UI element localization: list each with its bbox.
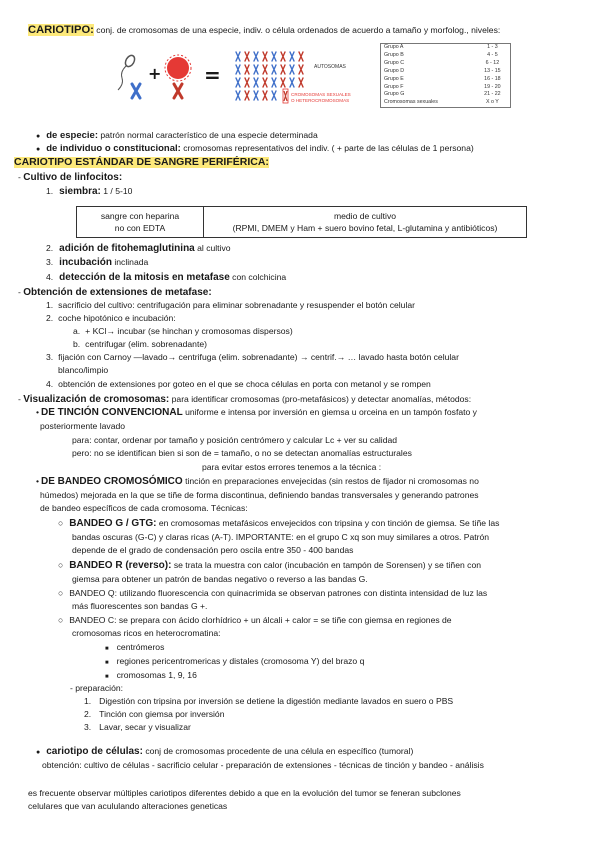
medium-table: [76, 206, 527, 238]
obtencion-item-4: [46, 379, 431, 390]
step-label: siembra:: [59, 186, 101, 197]
group-range-cell: 16 - 18: [484, 75, 501, 82]
group-name-cell: Grupo A: [384, 44, 404, 50]
dash: -: [18, 394, 21, 404]
celulas-text: conj de cromosomas procedente de una célula en específico (tumoral): [142, 746, 414, 756]
level-text: cromosomas representativos del indiv. ( + parte de las células de 1 persona): [180, 143, 474, 153]
item-number: 4.: [46, 379, 54, 389]
prep-heading: - preparación:: [70, 683, 124, 693]
c-item-text: regiones pericentromericas y distales (cromosoma Y) del brazo q: [116, 656, 365, 666]
chromosome-icon: [236, 91, 240, 100]
prep-item-2: [84, 709, 224, 720]
level-bullet: ●: [36, 146, 41, 153]
level-label: de individuo o constitucional:: [46, 143, 181, 154]
step-text: al cultivo: [194, 243, 231, 253]
obtencion-item-3-cont: blanco/limpio: [58, 365, 109, 375]
chromosome-icon: [290, 52, 294, 61]
bandeo-q-line-1: [58, 588, 487, 599]
step-text: con colchicina: [229, 272, 287, 282]
chromosome-icon: [245, 52, 249, 61]
obtencion-heading-text: Obtención de extensiones de metafase:: [23, 287, 212, 298]
chromosome-icon: [263, 91, 267, 100]
item-number: 3.: [84, 722, 92, 732]
group-range-cell: 1 - 3: [487, 44, 498, 50]
step-fitohemaglutinina: [46, 243, 231, 254]
chromosome-icon: [272, 78, 276, 87]
item-text: Lavar, secar y visualizar: [99, 722, 191, 732]
group-table-row: [381, 84, 510, 92]
celulas-label: cariotipo de células:: [46, 746, 143, 757]
chromosome-icon: [245, 78, 249, 87]
convencional-line-1: [36, 407, 477, 418]
dash: -: [18, 172, 21, 182]
convencional-line-2: posteriormente lavado: [40, 421, 126, 431]
item-number: a.: [73, 326, 81, 336]
visualizacion-heading-text: Visualización de cromosomas:: [23, 394, 170, 405]
group-name-cell: Grupo F: [384, 83, 404, 90]
autosomas-label: AUTOSOMAS: [314, 64, 346, 70]
sperm-icon: [118, 54, 140, 98]
level-individuo: [36, 143, 474, 155]
item-number: 3.: [46, 352, 54, 362]
bullet: ○: [58, 518, 64, 528]
bandeo-text: tinción en preparaciones envejecidas (sin restos de fijador ni cromosomas no: [182, 476, 479, 486]
convencional-pero: pero: no se identifican bien si son de = tamaño, o no se detectan anomalías estructurales: [72, 448, 412, 458]
visualizacion-heading: [18, 394, 471, 405]
chromosome-icon: [272, 91, 276, 100]
chromosome-icon: [245, 65, 249, 74]
convencional-evitar: para evitar estos errores tenemos a la técnica :: [202, 462, 382, 472]
group-table-row: [381, 52, 510, 60]
bullet: •: [36, 476, 40, 486]
group-name-cell: Grupo C: [384, 59, 405, 66]
step-label: detección de la mitosis en metafase: [59, 272, 230, 283]
chromosome-icon: [254, 52, 258, 61]
title-text: conj. de cromosomas de una especie, indiv. o célula ordenados de acuerdo a tamaño y morfolog., niveles:: [93, 25, 501, 35]
chromosome-icon: [245, 91, 249, 100]
bandeo-r-line-2: giemsa para obtener un patrón de bandas negativo o reverso a las bandas G.: [72, 574, 368, 584]
chromosome-icon: [272, 65, 276, 74]
group-name-cell: Grupo E: [384, 75, 404, 82]
cell-line: no con EDTA: [114, 223, 166, 233]
bandeo-g-label: BANDEO G / GTG:: [69, 518, 157, 529]
chromosome-icon: [299, 65, 303, 74]
bandeo-g-text: en cromosomas metafásicos envejecidos con tripsina y con tinción de giemsa. Se tiñe las: [156, 518, 500, 528]
item-number: 1.: [46, 300, 54, 310]
chromosome-icon: [263, 52, 267, 61]
step-number: 4.: [46, 272, 54, 282]
chromosome-icon: [281, 78, 285, 87]
level-text: patrón normal característico de una especie determinada: [97, 130, 318, 140]
chromosome-icon: [281, 65, 285, 74]
convencional-text: uniforme e intensa por inversión en giemsa u orceina en un tampón fosfato y: [182, 407, 477, 417]
table-cell-blood: [77, 210, 203, 234]
item-number: 2.: [46, 313, 54, 323]
convencional-label: DE TINCIÓN CONVENCIONAL: [41, 407, 183, 418]
svg-text:=: =: [204, 63, 221, 87]
square-bullet: ■: [105, 646, 109, 652]
dash: -: [18, 287, 21, 297]
bullet: ●: [36, 749, 41, 756]
c-item-2: [105, 656, 364, 669]
item-text: + KCl→ incubar (se hinchan y cromosomas dispersos): [85, 326, 293, 336]
chromosome-icon: [281, 52, 285, 61]
obtencion-item-1: [46, 300, 415, 311]
step-number: 3.: [46, 257, 54, 267]
bandeo-c-line-1: [58, 615, 452, 626]
obtencion-item-2a: [73, 326, 293, 337]
c-item-3: [105, 670, 197, 683]
item-text: centrifugar (elim. sobrenadante): [85, 339, 207, 349]
cell-line: (RPMI, DMEM y Ham + suero bovino fetal, L-glutamina y antibióticos): [232, 223, 498, 233]
step-number: 1.: [46, 186, 54, 196]
group-range-cell: 4 - 5: [487, 51, 498, 58]
group-table-row: [381, 91, 510, 99]
chromosome-icon: [254, 91, 258, 100]
group-table-row: [381, 68, 510, 76]
step-incubacion: [46, 257, 148, 268]
cell-line: sangre con heparina: [100, 211, 180, 221]
group-name-cell: Grupo B: [384, 51, 404, 58]
step-number: 2.: [46, 243, 54, 253]
bandeo-g-line-1: [58, 518, 499, 529]
group-table-row: [381, 60, 510, 68]
title-line: [28, 25, 500, 36]
bullet: •: [36, 407, 40, 417]
item-text: Digestión con tripsina por inversión se detiene la digestión mediante lavados en suero o PBS: [99, 696, 454, 706]
group-table-row: [381, 44, 510, 52]
item-number: b.: [73, 339, 81, 349]
group-table-row: [381, 76, 510, 84]
section-title: CARIOTIPO ESTÁNDAR DE SANGRE PERIFÉRICA:: [14, 156, 269, 168]
obtencion-heading: [18, 287, 212, 298]
sexuales-label-2: O HETEROCROMOSOMAS: [291, 98, 350, 103]
group-table-row: [381, 99, 510, 107]
level-label: de especie:: [46, 130, 98, 141]
item-text: obtención de extensiones por goteo en el que se choca células en porta con metanol y se rompen: [58, 379, 431, 389]
cultivo-heading-text: Cultivo de linfocitos:: [23, 172, 123, 183]
chromosome-icon: [236, 78, 240, 87]
item-number: 2.: [84, 709, 92, 719]
bandeo-line-2: húmedos) mejorada en la que se tiñe de forma discontinua, definiendo bandas transversales y generando patrones: [40, 490, 479, 500]
bandeo-q-line-2: más fluorescentes son bandas G +.: [72, 601, 208, 611]
step-text: inclinada: [111, 257, 149, 267]
group-name-cell: Cromosomas sexuales: [384, 99, 438, 106]
celulas-obtencion: obtención: cultivo de células - sacrificio celular - preparación de extensiones - técnicas de tinción y bandeo - análisis: [42, 760, 484, 770]
level-bullet: ●: [36, 133, 41, 140]
c-item-text: cromosomas 1, 9, 16: [116, 670, 197, 680]
celulas-line: [36, 746, 413, 758]
prep-item-3: [84, 722, 191, 733]
item-text: sacrificio del cultivo: centrifugación para eliminar sobrenadante y resuspender el botón celular: [58, 300, 416, 310]
sexuales-label-1: CROMOSOMAS SEXUALES: [291, 92, 351, 97]
bandeo-q-text: BANDEO Q: utilizando fluorescencia con quinacrimida se observan patrones con distinta intensidad de luz las: [69, 588, 488, 598]
square-bullet: ■: [105, 674, 109, 680]
bandeo-g-line-3: depende de el grado de condensación pero oscila entre 350 - 400 bandas: [72, 545, 354, 555]
group-range-cell: 19 - 20: [484, 83, 501, 90]
convencional-para: para: contar, ordenar por tamaño y posición centrómero y calcular Lc + ver su calidad: [72, 435, 398, 445]
chromosome-icon: [299, 52, 303, 61]
bandeo-r-label: BANDEO R (reverso):: [69, 560, 172, 571]
group-range-cell: 13 - 15: [484, 67, 501, 74]
bandeo-r-text: se trata la muestra con calor (incubación en tampón de Sorensen) y se tiñen con: [171, 560, 482, 570]
obtencion-item-3: [46, 352, 459, 363]
chromosome-icon: [290, 65, 294, 74]
group-table: [380, 43, 511, 108]
c-item-text: centrómeros: [116, 642, 165, 652]
chromosome-icon: [272, 52, 276, 61]
obtencion-item-2b: [73, 339, 207, 350]
chromosome-icon: [236, 65, 240, 74]
bandeo-g-line-2: bandas oscuras (G-C) y claras ricas (A-T). IMPORTANTE: en el grupo C xq son muy similares a otros. Patrón: [72, 532, 490, 542]
chromosome-icon: [299, 78, 303, 87]
bandeo-line-1: [36, 476, 479, 487]
group-range-cell: 6 - 12: [485, 59, 500, 66]
chromosome-icon: [263, 65, 267, 74]
title-heading: CARIOTIPO:: [28, 24, 94, 36]
egg-icon: [165, 55, 191, 98]
cell-line: medio de cultivo: [333, 211, 397, 221]
chromosome-icon: [254, 65, 258, 74]
bandeo-c-line-2: cromosomas ricos en heterocromatina:: [72, 628, 221, 638]
item-text: fijación con Carnoy —lavado→ centrifuga (elim. sobrenadante) → centrif.→ … lavado hasta botón celular: [58, 352, 459, 362]
svg-text:+: +: [148, 64, 162, 83]
chromosome-icon: [254, 78, 258, 87]
bullet: ○: [58, 588, 64, 598]
group-name-cell: Grupo G: [384, 91, 405, 98]
step-deteccion: [46, 272, 286, 283]
level-especie: [36, 130, 318, 142]
obtencion-item-2: [46, 313, 176, 324]
group-range-cell: 21 - 22: [484, 91, 501, 98]
sex-chromosome-icon: [284, 91, 287, 101]
visualizacion-heading-rest: para identificar cromosomas (pro-metafásicos) y detectar anomalías, métodos:: [169, 394, 472, 404]
bandeo-label: DE BANDEO CROMOSÓMICO: [41, 476, 183, 487]
closing-line-2: celulares que van acululando alteraciones geneticas: [28, 801, 228, 811]
bandeo-r-line-1: [58, 560, 481, 571]
step-label: incubación: [59, 257, 112, 268]
item-text: Tinción con giemsa por inversión: [99, 709, 225, 719]
bandeo-line-3: de bandeo específicos de cada cromosoma. Técnicas:: [40, 503, 248, 513]
square-bullet: ■: [105, 660, 109, 666]
cultivo-heading: [18, 172, 122, 183]
step-siembra: [46, 186, 132, 197]
chromosome-icon: [290, 78, 294, 87]
chromosome-icon: [236, 52, 240, 61]
step-label: adición de fitohemaglutinina: [59, 243, 195, 254]
table-cell-medium: [204, 210, 526, 234]
group-range-cell: X o Y: [485, 99, 499, 106]
group-name-cell: Grupo D: [384, 67, 405, 74]
item-text: coche hipotónico e incubación:: [58, 313, 176, 323]
item-number: 1.: [84, 696, 92, 706]
bandeo-c-text: BANDEO C: se prepara con ácido clorhídrico + un álcali + calor = se tiñe con giemsa en regiones de: [69, 615, 452, 625]
c-item-1: [105, 642, 164, 655]
closing-line-1: es frecuente observar múltiples cariotipos diferentes debido a que en la evolución del tumor se feneran subclones: [28, 788, 461, 798]
step-text: 1 / 5-10: [100, 186, 133, 196]
bullet: ○: [58, 560, 64, 570]
bullet: ○: [58, 615, 64, 625]
prep-item-1: [84, 696, 453, 707]
chromosome-icon: [263, 78, 267, 87]
